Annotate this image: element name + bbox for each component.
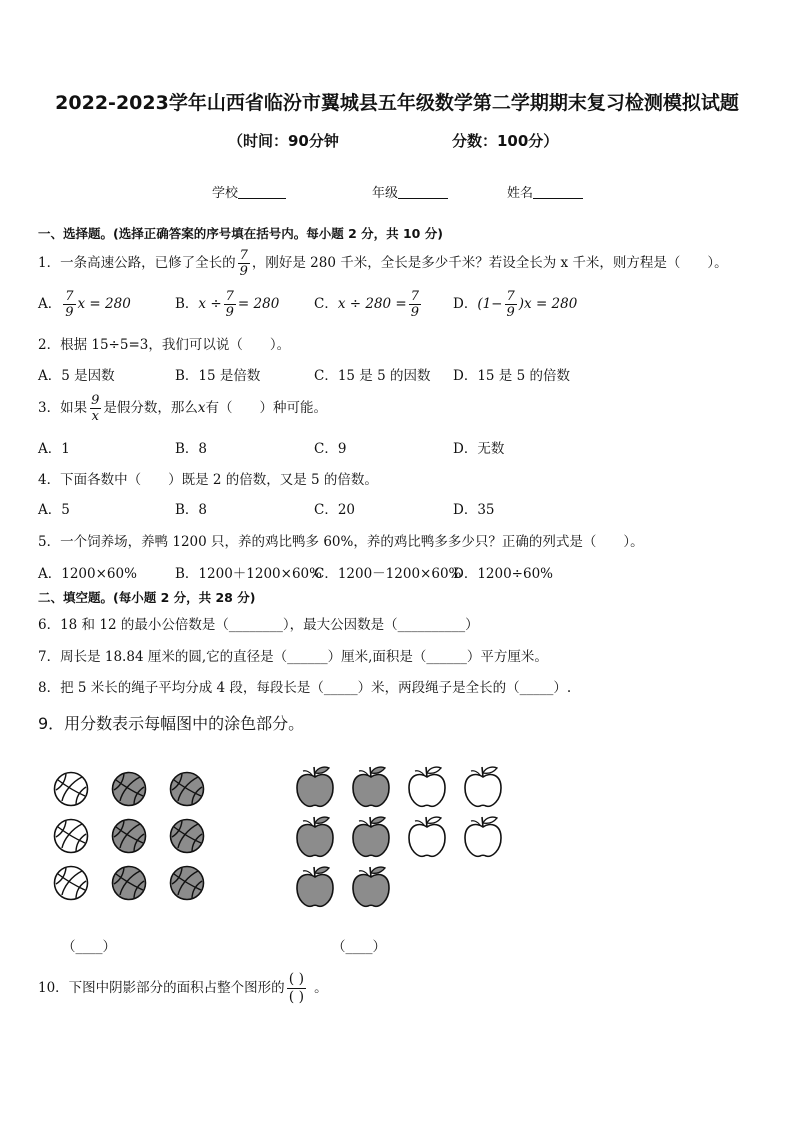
question-8: 8．把 5 米长的绳子平均分成 4 段，每段长是（_____）米，两段绳子是全长的（_____）. xyxy=(38,680,572,696)
q5-option-d[interactable]: D．1200÷60% xyxy=(453,566,553,582)
page-title: 2022-2023学年山西省临汾市翼城县五年级数学第二学期期末复习检测模拟试题 xyxy=(55,92,739,114)
shaded-basketball-icon xyxy=(168,770,206,808)
shaded-basketball-icon xyxy=(168,864,206,902)
q2-option-b[interactable]: B．15 是倍数 xyxy=(175,368,261,384)
exam-time: （时间：90分钟 xyxy=(228,132,339,150)
school-field[interactable] xyxy=(212,182,286,201)
q4-option-b[interactable]: B．8 xyxy=(175,502,208,518)
question-9: 9．用分数表示每幅图中的涂色部分。 xyxy=(38,714,305,733)
basketball-icon xyxy=(52,817,90,855)
q9-answer-blank-2[interactable]: （____） xyxy=(332,939,386,955)
basketball-icon xyxy=(52,770,90,808)
q3-option-a[interactable]: A．1 xyxy=(38,441,70,457)
q1-option-b[interactable]: B．x ÷ $\frac{7}{9}$ = 280 xyxy=(175,289,280,320)
shaded-apple-icon xyxy=(350,764,392,810)
name-field[interactable] xyxy=(507,182,583,201)
shaded-apple-icon xyxy=(350,814,392,860)
shaded-apple-icon xyxy=(350,864,392,910)
question-1 xyxy=(38,247,728,279)
shaded-basketball-icon xyxy=(110,864,148,902)
shaded-basketball-icon xyxy=(110,770,148,808)
q3-fraction: $\frac{9}{x}$ xyxy=(91,393,100,424)
section-2-heading: 二、填空题。(每小题 2 分，共 28 分) xyxy=(38,590,256,605)
shaded-apple-icon xyxy=(294,764,336,810)
q1-option-a[interactable]: A． $\frac{7}{9}$ x = 280 xyxy=(38,289,131,320)
q5-option-b[interactable]: B．1200＋1200×60% xyxy=(175,566,322,582)
question-4: 4．下面各数中（ ）既是 2 的倍数，又是 5 的倍数。 xyxy=(38,472,378,488)
shaded-basketball-icon xyxy=(168,817,206,855)
question-10: 10．下图中阴影部分的面积占整个图形的 $\frac{( )}{( )}$ 。 xyxy=(38,971,328,1005)
name-blank[interactable] xyxy=(533,185,583,199)
apple-icon xyxy=(406,764,448,810)
exam-score: 分数：100分） xyxy=(452,132,559,150)
q10-answer-fraction[interactable]: $\frac{( )}{( )}$ xyxy=(288,971,305,1005)
q1-text-2: ，刚好是 280 千米，全长是多少千米？若设全长为 x 千米，则方程是（ ）。 xyxy=(251,255,728,271)
q9-answer-blank-1[interactable]: （____） xyxy=(62,939,116,955)
q1-option-d[interactable]: D．(1− $\frac{7}{9}$ )x = 280 xyxy=(453,289,578,320)
apple-icon xyxy=(406,814,448,860)
q2-option-d[interactable]: D．15 是 5 的倍数 xyxy=(453,368,570,384)
q1-option-c[interactable]: C．x ÷ 280 = $\frac{7}{9}$ xyxy=(314,289,420,320)
section-1-heading: 一、选择题。(选择正确答案的序号填在括号内。每小题 2 分，共 10 分) xyxy=(38,226,443,241)
shaded-basketball-icon xyxy=(110,817,148,855)
grade-blank[interactable] xyxy=(398,185,448,199)
q4-option-a[interactable]: A．5 xyxy=(38,502,70,518)
school-blank[interactable] xyxy=(238,185,286,199)
name-label: 姓名 xyxy=(507,186,534,201)
question-2: 2．根据 15÷5=3，我们可以说（ ）。 xyxy=(38,337,291,353)
q5-option-c[interactable]: C．1200－1200×60% xyxy=(314,566,462,582)
q2-option-c[interactable]: C．15 是 5 的因数 xyxy=(314,368,431,384)
grade-field[interactable] xyxy=(372,182,448,201)
q5-option-a[interactable]: A．1200×60% xyxy=(38,566,137,582)
shaded-apple-icon xyxy=(294,814,336,860)
q3-option-d[interactable]: D．无数 xyxy=(453,441,505,457)
q1-text: 1．一条高速公路，已修了全长的 xyxy=(38,255,236,271)
q3-option-c[interactable]: C．9 xyxy=(314,441,347,457)
q1-fraction: $\frac{7}{9}$ xyxy=(239,248,248,279)
apple-icon xyxy=(462,814,504,860)
q3-option-b[interactable]: B．8 xyxy=(175,441,208,457)
q4-option-d[interactable]: D．35 xyxy=(453,502,495,518)
question-6: 6．18 和 12 的最小公倍数是（________），最大公因数是（__________） xyxy=(38,617,479,633)
q2-option-a[interactable]: A．5 是因数 xyxy=(38,368,115,384)
grade-label: 年级 xyxy=(372,186,399,201)
basketball-icon xyxy=(52,864,90,902)
question-3: 3．如果 $\frac{9}{x}$ 是假分数，那么x有（ ）种可能。 xyxy=(38,393,327,424)
school-label: 学校 xyxy=(212,186,239,201)
apple-icon xyxy=(462,764,504,810)
question-7: 7．周长是 18.84 厘米的圆,它的直径是（______）厘米,面积是（______）平方厘米。 xyxy=(38,649,548,665)
q4-option-c[interactable]: C．20 xyxy=(314,502,356,518)
shaded-apple-icon xyxy=(294,864,336,910)
question-5: 5．一个饲养场，养鸭 1200 只，养的鸡比鸭多 60%，养的鸡比鸭多多少只？正确的列式是（ ）。 xyxy=(38,534,644,550)
